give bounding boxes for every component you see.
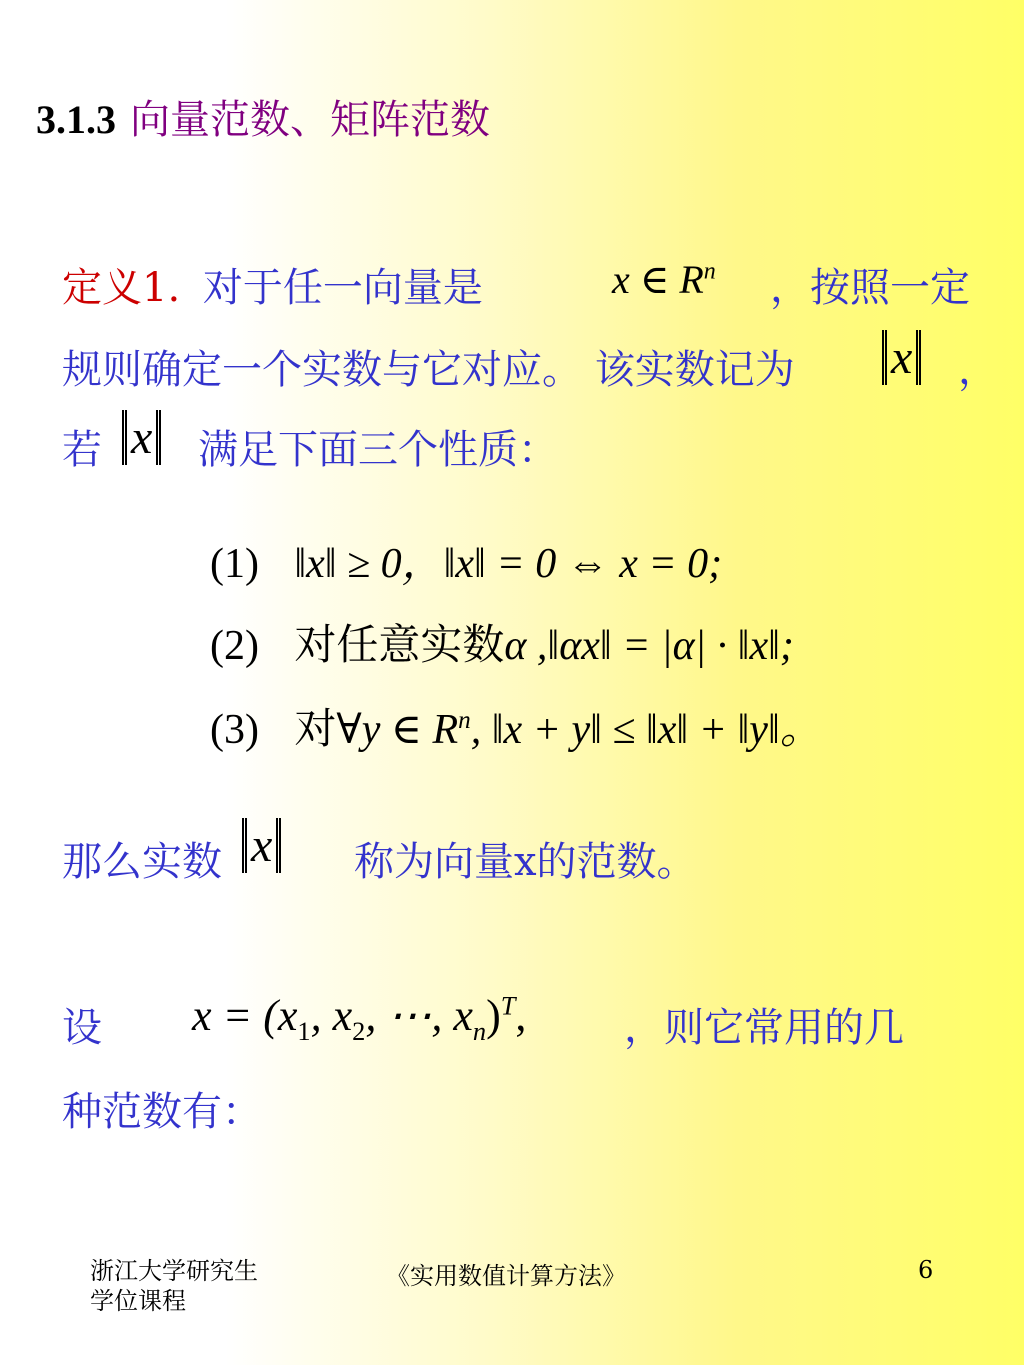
footer-left-line2: 学位课程 bbox=[90, 1287, 186, 1315]
definition-text-1: 对于任一向量是 bbox=[202, 265, 483, 311]
property-2-math: α ,‖αx‖ = |α| · ‖x‖; bbox=[504, 623, 794, 669]
conclusion-pre: 那么实数 bbox=[62, 839, 222, 885]
footer-page-number: 6 bbox=[918, 1256, 934, 1284]
property-2 bbox=[210, 612, 794, 672]
footer-left bbox=[90, 1256, 258, 1316]
footer-center: 《实用数值计算方法》 bbox=[386, 1262, 626, 1290]
definition-line-2 bbox=[62, 338, 795, 395]
setup-m5: , bbox=[515, 991, 527, 1040]
section-number: 3.1.3 bbox=[36, 97, 116, 142]
vector-in-rn: x ∈ R bbox=[612, 257, 704, 302]
setup-sub2: 2 bbox=[352, 1015, 366, 1046]
setup-m2: , x bbox=[310, 991, 353, 1040]
setup-sub1: 1 bbox=[297, 1015, 311, 1046]
setup-m3: , ⋯, x bbox=[365, 991, 473, 1040]
norm-var-2: x bbox=[125, 410, 158, 465]
setup-vector bbox=[192, 990, 526, 1047]
setup-line2: 种范数有： bbox=[62, 1089, 262, 1135]
definition-tail-2: ， bbox=[958, 347, 998, 393]
definition-line-3-pre: 若 bbox=[62, 427, 102, 473]
conclusion-post: 称为向量x的范数。 bbox=[354, 839, 697, 885]
property-3-tail: , ‖x + y‖ ≤ ‖x‖ + ‖y‖。 bbox=[470, 707, 822, 753]
norm-var-1: x bbox=[885, 330, 918, 385]
definition-dot: . bbox=[167, 265, 181, 311]
section-title: 向量范数、矩阵范数 bbox=[130, 97, 490, 143]
section-heading bbox=[36, 88, 490, 145]
footer-left-line1: 浙江大学研究生 bbox=[90, 1257, 258, 1285]
property-3-math: ∀y ∈ R bbox=[336, 707, 459, 753]
setup-subn: n bbox=[472, 1015, 487, 1046]
definition-math-1 bbox=[612, 256, 716, 303]
norm-x-3 bbox=[242, 818, 281, 873]
setup-m1: x = (x bbox=[192, 991, 298, 1040]
property-3-cn: 对 bbox=[294, 704, 337, 753]
definition-line-3-text: 满足下面三个性质： bbox=[198, 427, 558, 473]
setup-tail: ，则它常用的几 bbox=[624, 1005, 904, 1051]
definition-line-1 bbox=[62, 256, 483, 313]
property-2-number: (2) bbox=[210, 623, 259, 669]
property-3 bbox=[210, 696, 822, 756]
definition-text-2: 规则确定一个实数与它对应。 该实数记为 bbox=[62, 347, 795, 393]
property-3-number: (3) bbox=[210, 707, 259, 753]
norm-x-1 bbox=[882, 330, 921, 385]
property-1 bbox=[210, 530, 722, 590]
norm-var-3: x bbox=[245, 818, 278, 873]
property-3-sup: n bbox=[458, 707, 471, 734]
definition-label: 定义1 bbox=[62, 265, 168, 311]
setup-label: 设 bbox=[62, 1005, 102, 1051]
property-2-cn: 对任意实数 bbox=[294, 620, 505, 669]
property-1-number: (1) bbox=[210, 541, 259, 587]
norm-x-2 bbox=[122, 410, 161, 465]
rn-exponent: n bbox=[703, 258, 716, 285]
setup-supT: T bbox=[500, 990, 516, 1021]
definition-tail-1: ，按照一定 bbox=[770, 265, 970, 311]
setup-m4: ) bbox=[486, 991, 501, 1040]
property-1-text: ‖x‖ ≥ 0，‖x‖ = 0 ⇔ x = 0; bbox=[294, 541, 723, 587]
